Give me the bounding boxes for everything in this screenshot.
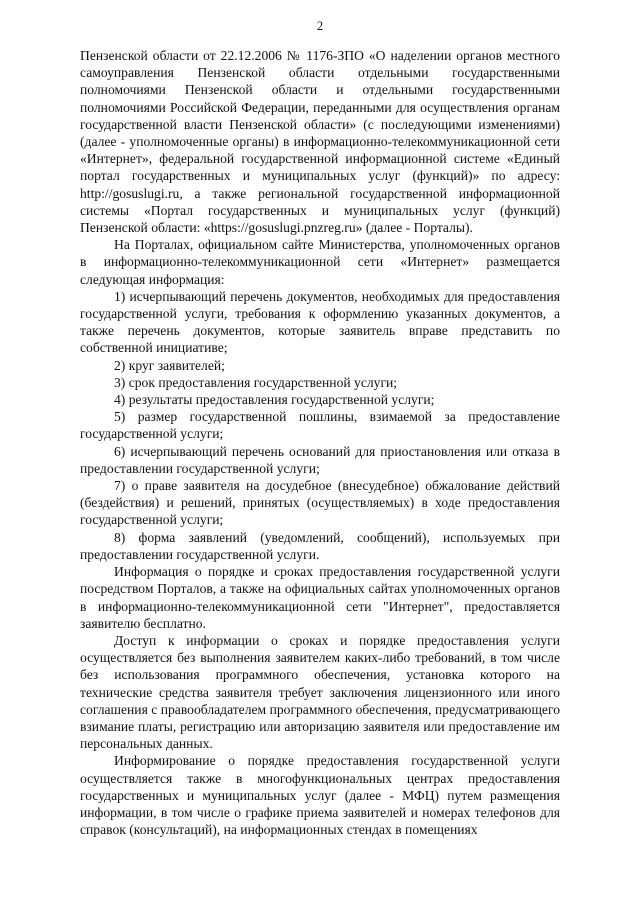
page-number: 2 [316, 19, 324, 33]
paragraph: Информирование о порядке предоставления государственной услуги осуществляется также в многофункциональных центрах предоставления государственных и муниципальных услуг (далее - МФЦ) путем размещения информации, в том числе о графике приема заявителей и номерах телефонов для справок (консультаций), на информационных стендах в помещениях [80, 753, 560, 838]
document-body [80, 47, 560, 838]
paragraph: Пензенской области от 22.12.2006 № 1176-ЗПО «О наделении органов местного самоуправления Пензенской области отдельными государственными полномочиями Пензенской области и отдельными государственными полномочиями Российской Федерации, переданными для осуществления органам государственной власти Пензенской области» (с последующими изменениями) (далее - уполномоченные органы) в информационно-телекоммуникационной сети «Интернет», федеральной государственной информационной системе «Единый портал государственных и муниципальных услуг (функций)» по адресу: http://gosuslugi.ru, а также региональной государственной информационной системы «Портал государственных и муниципальных услуг (функций) Пензенской области: «https://gosuslugi.pnzreg.ru» (далее - Порталы). [80, 48, 560, 236]
list-item: 1) исчерпывающий перечень документов, необходимых для предоставления государственной услуги, требования к оформлению указанных документов, а также перечень документов, которые заявитель вправе представить по собственной инициативе; [80, 288, 560, 356]
list-item: 8) форма заявлений (уведомлений, сообщений), используемых при предоставлении государственной услуги. [80, 529, 560, 562]
paragraph: Информация о порядке и сроках предоставления государственной услуги посредством Порталов, а также на официальных сайтах уполномоченных органов в информационно-телекоммуникационной сети "Интернет", предоставляется заявителю бесплатно. [80, 564, 560, 631]
paragraph: Доступ к информации о сроках и порядке предоставления услуги осуществляется без выполнения заявителем каких-либо требований, в том числе без использования программного обеспечения, установка которого на технические средства заявителя требует заключения лицензионного или иного соглашения с правообладателем программного обеспечения, предусматривающего взимание платы, регистрацию или авторизацию заявителя или предоставление им персональных данных. [80, 632, 560, 752]
list-item: 2) круг заявителей; [114, 357, 225, 373]
list-item: 3) срок предоставления государственной услуги; [114, 374, 398, 390]
list-item: 4) результаты предоставления государственной услуги; [114, 392, 435, 408]
list-item: 5) размер государственной пошлины, взимаемой за предоставление государственной услуги; [80, 409, 560, 442]
list-item: 7) о праве заявителя на досудебное (внесудебное) обжалование действий (бездействия) и решений, принятых (осуществляемых) в ходе предоставления государственной услуги; [80, 478, 560, 528]
list-item: 6) исчерпывающий перечень оснований для приостановления или отказа в предоставлении государственной услуги; [80, 443, 560, 476]
paragraph: На Порталах, официальном сайте Министерства, уполномоченных органов в информационно-телекоммуникационной сети «Интернет» размещается следующая информация: [80, 237, 560, 287]
